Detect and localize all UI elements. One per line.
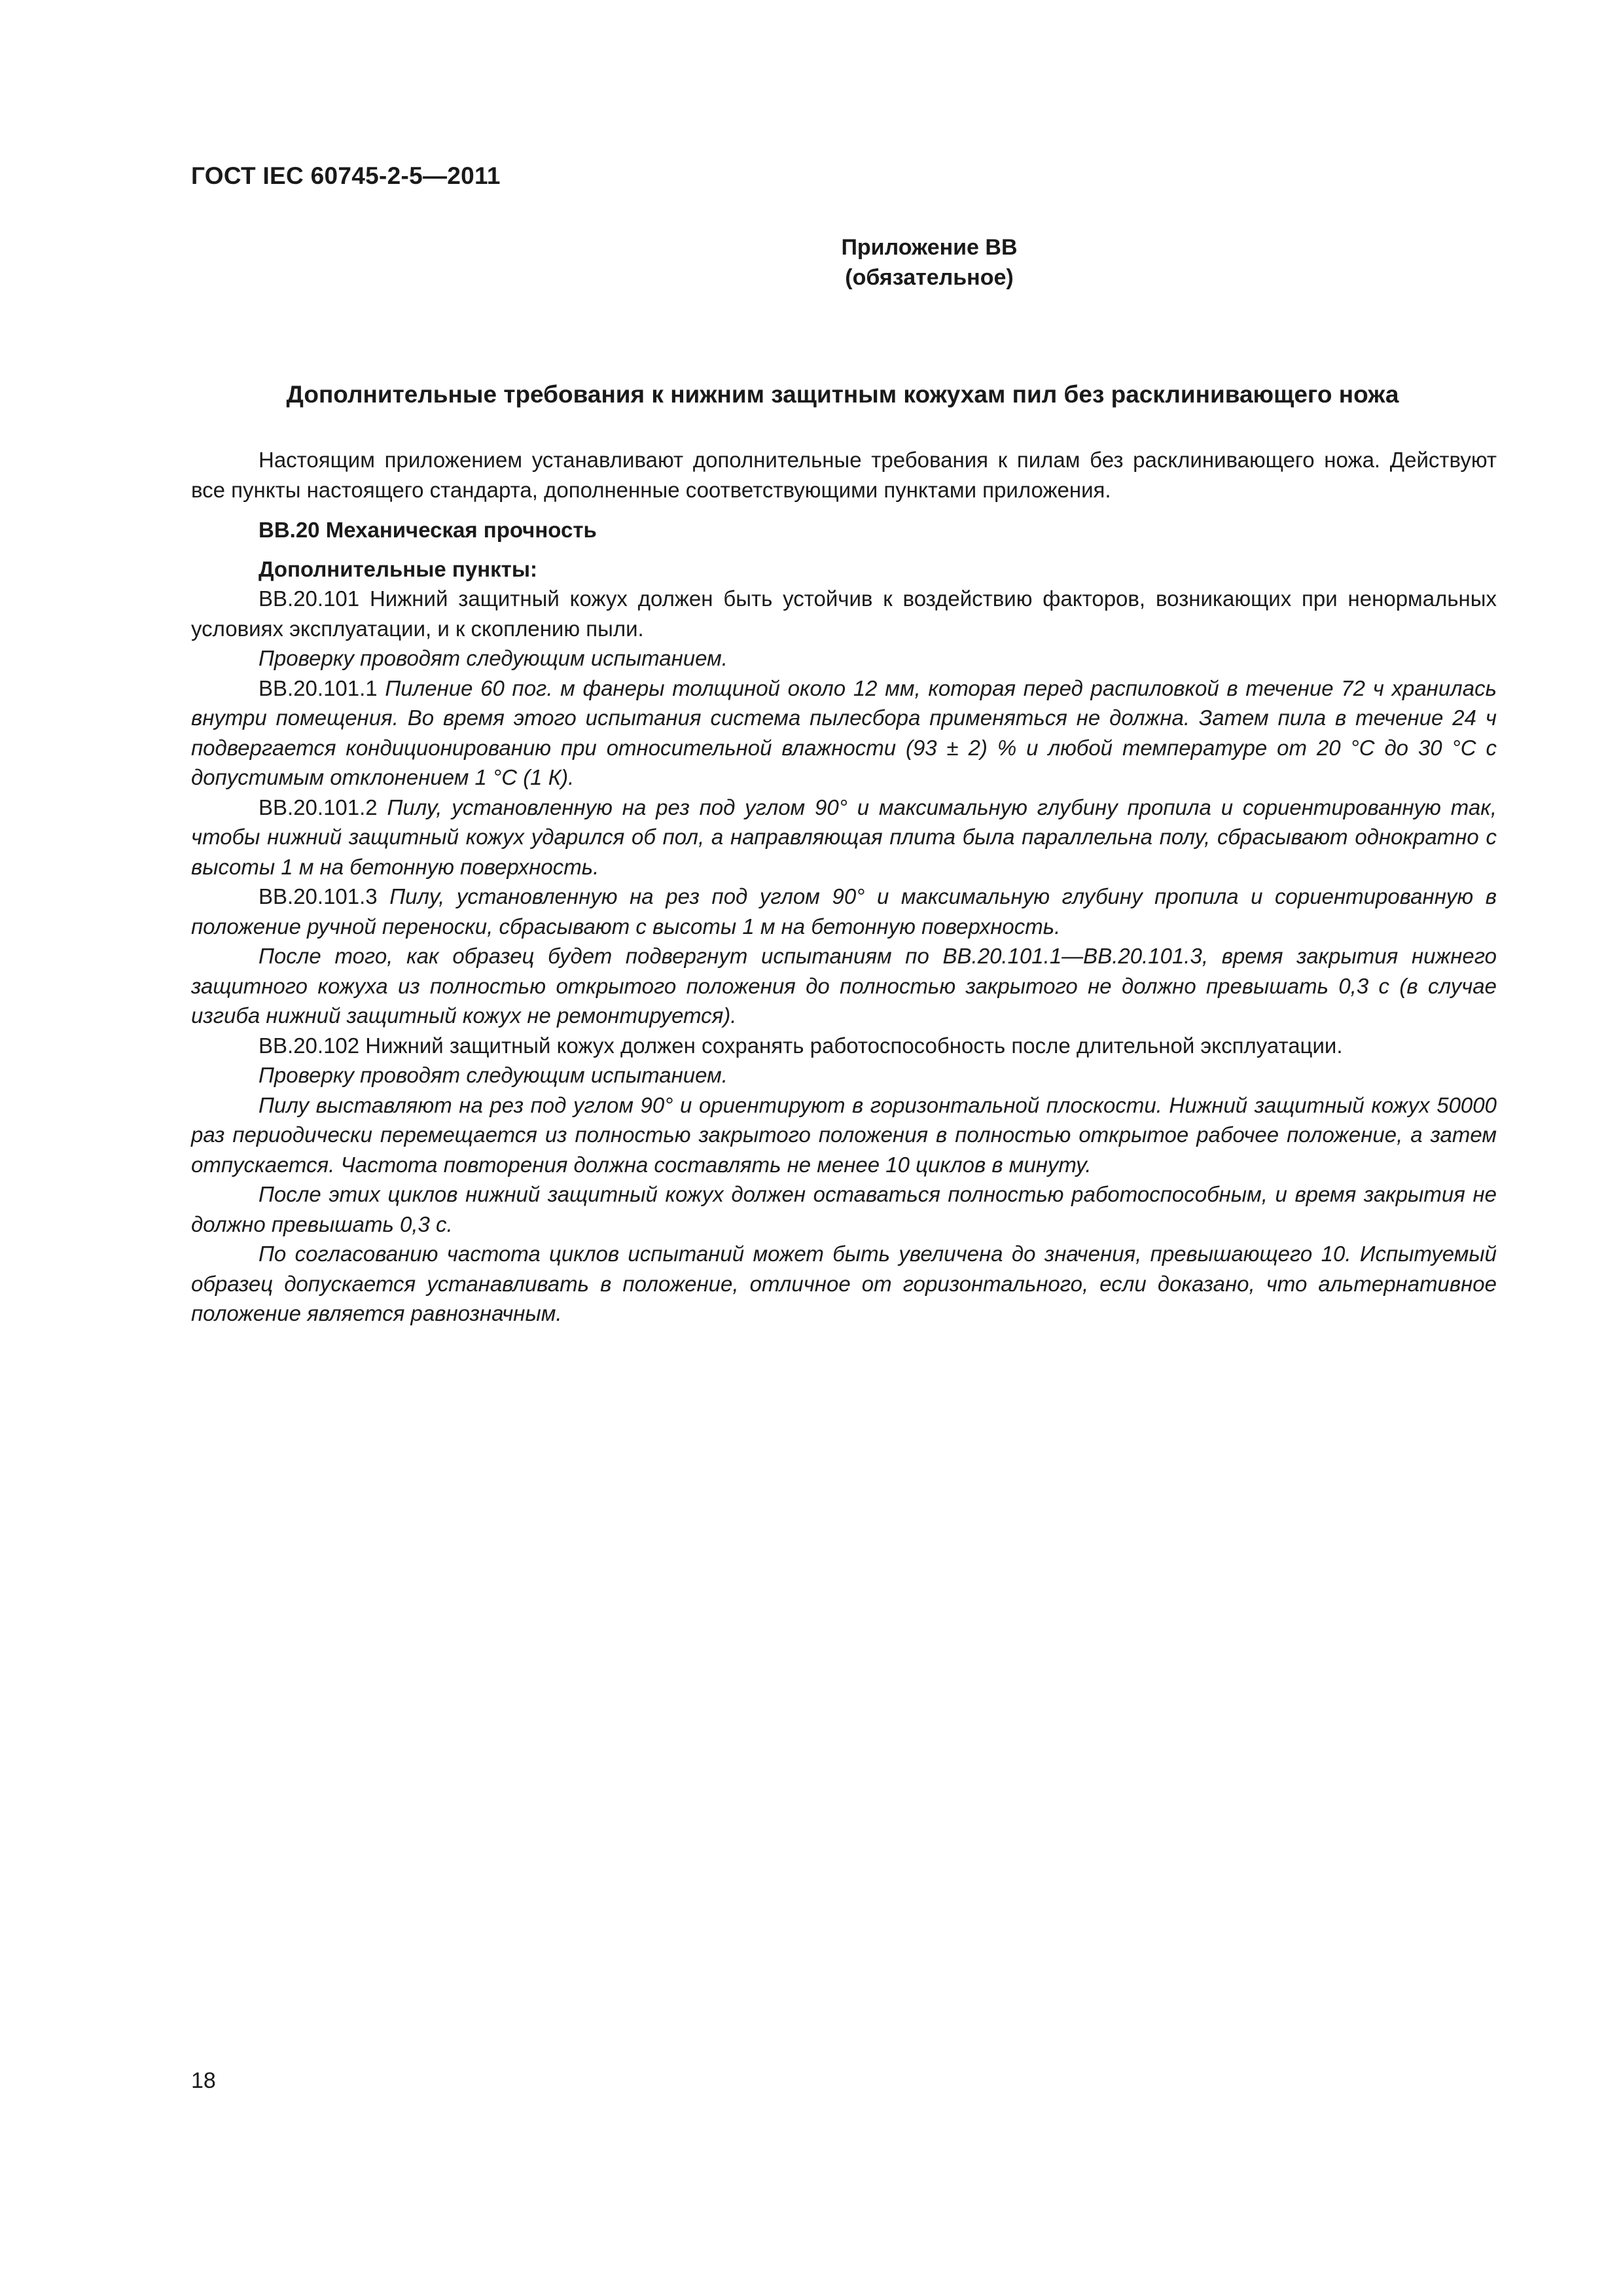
- clause-text: Нижний защитный кожух должен быть устойчив к воздействию факторов, возникающих при ненормальных условиях эксплуатации, и к скоплению пыли.: [191, 586, 1497, 641]
- section-heading: ВВ.20 Механическая прочность: [259, 518, 597, 542]
- clause-text: Нижний защитный кожух должен сохранять работоспособность после длительной эксплуатации.: [365, 1033, 1343, 1058]
- closing-time-paragraph: После того, как образец будет подвергнут испытаниям по ВВ.20.101.1—ВВ.20.101.3, время закрытия нижнего защитного кожуха из полностью открытого положения до полностью закрытого не должно превышать 0,3 с (в случае изгиба нижний защитный кожух не ремонтируется).: [191, 944, 1497, 1028]
- subheading: Дополнительные пункты:: [259, 556, 537, 581]
- intro-paragraph: Настоящим приложением устанавливают дополнительные требования к пилам без расклинивающего ножа. Действуют все пункты настоящего стандарта, дополненные соответствующими пунктами приложения.: [191, 448, 1497, 502]
- annex-title: Дополнительные требования к нижним защитным кожухам пил без расклинивающего ножа: [286, 381, 1399, 408]
- clause-bb-20-101-2: [191, 793, 1497, 882]
- clause-bb-20-101: [191, 584, 1497, 643]
- clause-number: ВВ.20.101.3: [259, 884, 378, 908]
- annex-label-block: [713, 232, 1145, 293]
- document-body: [191, 445, 1497, 1329]
- test-intro-2: Проверку проводят следующим испытанием.: [259, 1063, 728, 1087]
- annex-label: Приложение ВВ: [841, 235, 1018, 260]
- document-number-header: ГОСТ IEC 60745-2-5—2011: [191, 162, 501, 189]
- clause-bb-20-101-3: [191, 882, 1497, 941]
- page-number: 18: [191, 2068, 216, 2093]
- clause-number: ВВ.20.101.1: [259, 675, 378, 700]
- agreement-paragraph: По согласованию частота циклов испытаний может быть увеличена до значения, превышающего 10. Испытуемый образец допускается устанавливать в положение, отличное от горизонтального, если доказано, что альтернативное положение является равнозначным.: [191, 1242, 1497, 1325]
- clause-bb-20-101-1: [191, 673, 1497, 793]
- clause-text: Пилу, установленную на рез под углом 90° и максимальную глубину пропила и сориентированную в положение ручной переноски, сбрасывают с высоты 1 м на бетонную поверхность.: [191, 884, 1497, 939]
- test-intro-1: Проверку проводят следующим испытанием.: [259, 646, 728, 670]
- clause-text: Пиление 60 пог. м фанеры толщиной около 12 мм, которая перед распиловкой в течение 72 ч хранилась внутри помещения. Во время этого испытания система пылесбора применяться не должна. Затем пила в течение 24 ч подвергается кондиционированию при относительной влажности (93 ± 2) % и любой температуре от 20 °С до 30 °С с допустимым отклонением 1 °С (1 К).: [191, 675, 1497, 789]
- clause-number: ВВ.20.102: [259, 1033, 360, 1058]
- clause-number: ВВ.20.101.2: [259, 795, 378, 819]
- cycle-test-paragraph: Пилу выставляют на рез под углом 90° и ориентируют в горизонтальной плоскости. Нижний защитный кожух 50000 раз периодически перемещается из полностью закрытого положения в полностью открытое рабочее положение, а затем отпускается. Частота повторения должна составлять не менее 10 циклов в минуту.: [191, 1092, 1497, 1177]
- clause-text: Пилу, установленную на рез под углом 90° и максимальную глубину пропила и сориентированную так, чтобы нижний защитный кожух ударился об пол, а направляющая плита была параллельна полу, сбрасывают однократно с высоты 1 м на бетонную поверхность.: [191, 795, 1497, 879]
- after-cycles-paragraph: После этих циклов нижний защитный кожух должен оставаться полностью работоспособным, и время закрытия не должно превышать 0,3 с.: [191, 1182, 1497, 1236]
- annex-status: (обязательное): [845, 265, 1014, 290]
- clause-number: ВВ.20.101: [259, 586, 360, 611]
- clause-bb-20-102: [191, 1031, 1497, 1061]
